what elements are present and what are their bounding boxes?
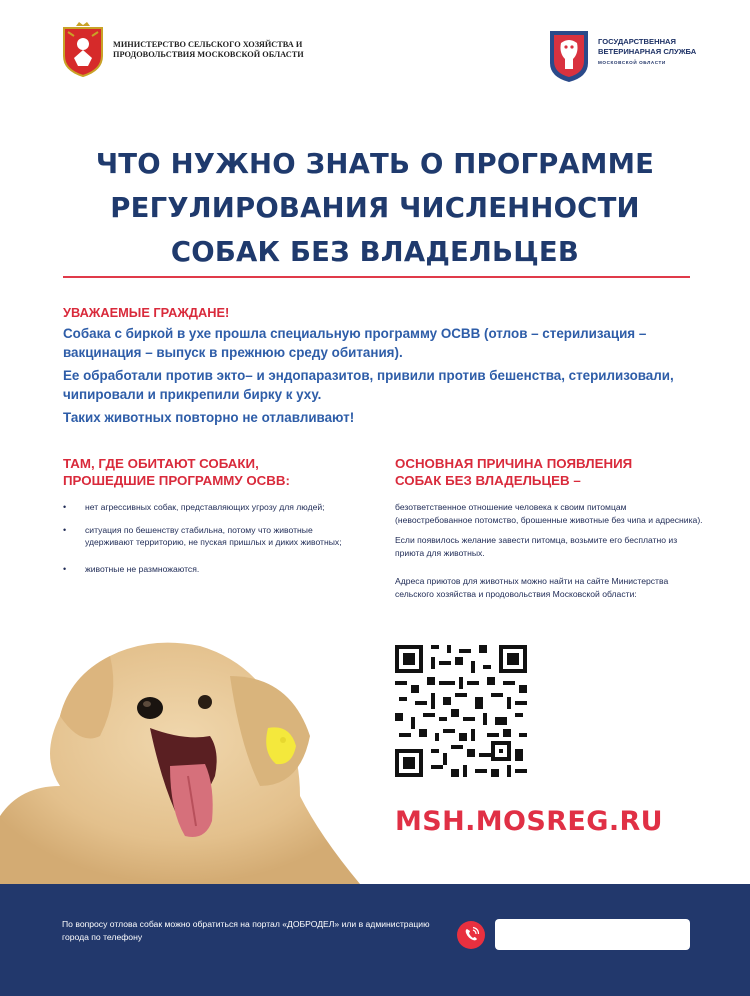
footer-contact-text: По вопросу отлова собак можно обратиться на портал «ДОБРОДЕЛ» или в администрацию города по телефону	[62, 919, 430, 942]
list-item: • нет агрессивных собак, представляющих угрозу для людей;	[63, 501, 363, 514]
right-heading-line-2: СОБАК БЕЗ ВЛАДЕЛЬЦЕВ –	[395, 472, 581, 488]
vet-service-title: ГОСУДАРСТВЕННАЯ ВЕТЕРИНАРНАЯ СЛУЖБА	[598, 37, 697, 56]
list-item: • ситуация по бешенству стабильна, потому что животные удерживают территорию, не пуская пришлых и диких животных;	[63, 524, 363, 549]
vet-service-region: МОСКОВСКОЙ ОБЛАСТИ	[598, 60, 666, 65]
coat-of-arms-icon	[60, 22, 106, 78]
right-heading	[395, 456, 705, 489]
right-column	[395, 456, 705, 600]
address-note: Адреса приютов для животных можно найти на сайте Министерства сельского хозяйства и продовольствия Московской области:	[395, 576, 669, 599]
ministry-name: МИНИСТЕРСТВО СЕЛЬСКОГО ХОЗЯЙСТВА И ПРОДОВОЛЬСТВИЯ МОСКОВСКОЙ ОБЛАСТИ	[113, 40, 304, 59]
greeting: УВАЖАЕМЫЕ ГРАЖДАНЕ!	[63, 305, 230, 320]
intro-text	[63, 324, 703, 431]
dog-photo	[0, 636, 360, 884]
phone-glyph-icon	[457, 921, 485, 949]
title-divider	[63, 276, 690, 278]
phone-number-field[interactable]	[495, 919, 690, 950]
website-link[interactable]: MSH.MOSREG.RU	[395, 806, 664, 837]
left-heading-line-1: ТАМ, ГДЕ ОБИТАЮТ СОБАКИ,	[63, 456, 259, 471]
intro-paragraph-1: Собака с биркой в ухе прошла специальную программу ОСВВ (отлов – стерилизация – вакцинация – выпуск в прежнюю среду обитания).	[63, 326, 647, 360]
list-item: • животные не размножаются.	[63, 563, 363, 576]
intro-paragraph-2: Ее обработали против экто– и эндопаразитов, привили против бешенства, стерилизовали, чипировали и прикрепили бирку к уху.	[63, 368, 674, 402]
vet-service-emblem-icon	[546, 27, 592, 83]
vet-service-name	[598, 37, 708, 68]
title-line-3: СОБАК БЕЗ ВЛАДЕЛЬЦЕВ	[170, 236, 580, 268]
right-heading-line-1: ОСНОВНАЯ ПРИЧИНА ПОЯВЛЕНИЯ	[395, 456, 633, 471]
title-line-2: РЕГУЛИРОВАНИЯ ЧИСЛЕННОСТИ	[110, 192, 640, 224]
left-column	[63, 456, 363, 585]
qr-code-icon[interactable]	[395, 645, 527, 777]
left-heading	[63, 456, 363, 489]
header	[0, 0, 750, 100]
intro-paragraph-3: Таких животных повторно не отлавливают!	[63, 410, 355, 425]
adopt-paragraph: Если появилось желание завести питомца, возьмите его бесплатно из приюта для животных.	[395, 535, 678, 558]
page-title	[60, 142, 690, 274]
left-heading-line-2: ПРОШЕДШИЕ ПРОГРАММУ ОСВВ:	[63, 472, 290, 488]
footer	[0, 884, 750, 996]
benefits-list	[63, 501, 363, 575]
phone-icon[interactable]	[457, 921, 485, 949]
cause-paragraph: безответственное отношение человека к своим питомцам (невостребованное потомство, брошенные животные без чипа и адресника).	[395, 502, 703, 525]
title-line-1: ЧТО НУЖНО ЗНАТЬ О ПРОГРАММЕ	[95, 148, 655, 180]
